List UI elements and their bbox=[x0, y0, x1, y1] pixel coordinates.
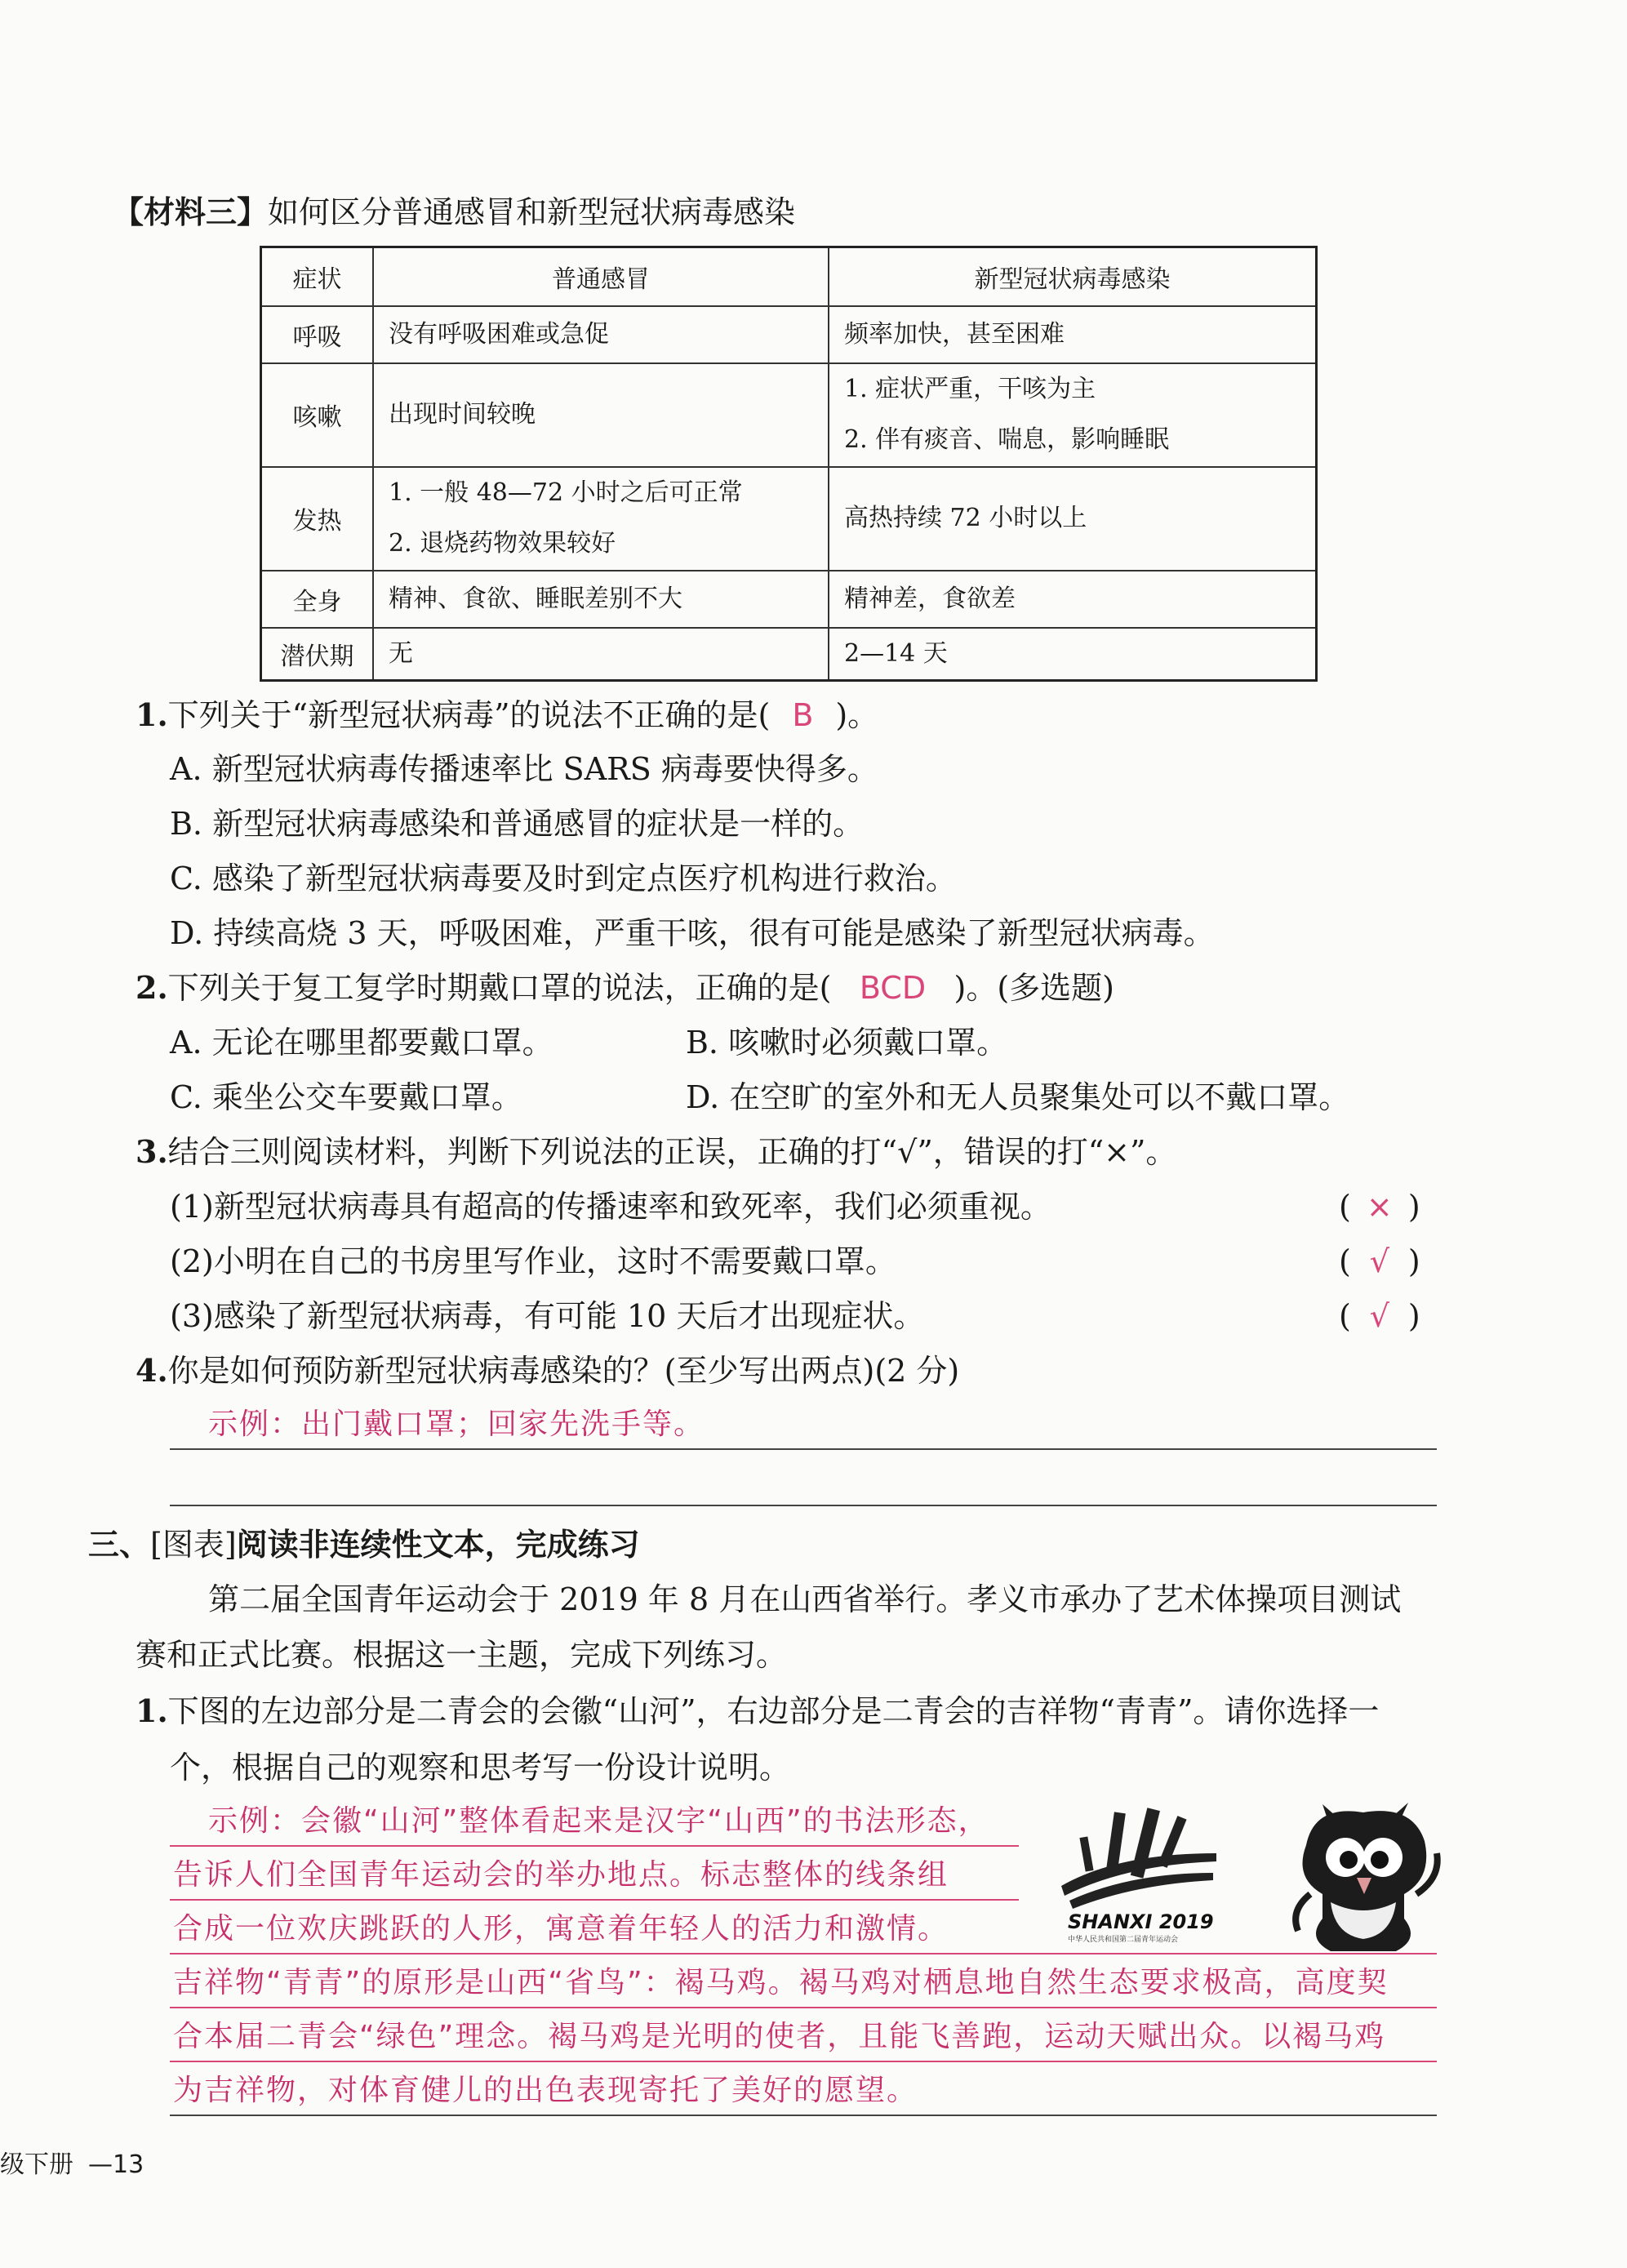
question-stem: 下列关于“新型冠状病毒”的说法不正确的是( bbox=[167, 697, 771, 733]
table-cell-cold: 没有呼吸困难或急促 bbox=[373, 306, 829, 363]
section-3-heading bbox=[88, 1525, 640, 1564]
table-header-cell: 普通感冒 bbox=[373, 247, 829, 306]
mascot-bird-icon bbox=[1282, 1796, 1445, 1959]
material-heading bbox=[113, 193, 795, 232]
answer-line-text: 吉祥物“青青”的原形是山西“省鸟”：褐马鸡。褐马鸡对栖息地自然生态要求极高，高度契 bbox=[173, 1966, 1389, 1999]
option-b: B. 咳嗽时必须戴口罩。 bbox=[686, 1025, 1008, 1061]
answer-q4: 示例：出门戴口罩；回家先洗手等。 bbox=[208, 1407, 705, 1441]
option-a: A. 无论在哪里都要戴口罩。 bbox=[170, 1025, 553, 1061]
answer-underline bbox=[170, 2007, 1437, 2008]
section3-question-1 bbox=[136, 1692, 1379, 1731]
table-row bbox=[261, 628, 1317, 681]
table-cell-cold: 精神、食欲、睡眠差别不大 bbox=[373, 571, 829, 628]
table-cell-covid: 精神差，食欲差 bbox=[829, 571, 1317, 628]
option-d: D. 在空旷的室外和无人员聚集处可以不戴口罩。 bbox=[686, 1079, 1350, 1115]
question-number: 3. bbox=[136, 1133, 168, 1170]
shanhe-emblem-icon bbox=[1053, 1804, 1225, 1910]
table-cell-cold: 出现时间较晚 bbox=[373, 363, 829, 467]
answer-q1: B bbox=[792, 697, 814, 733]
answer-line-text: 合成一位欢庆跳跃的人形，寓意着年轻人的活力和激情。 bbox=[173, 1912, 949, 1946]
option-a: A. 新型冠状病毒传播速率比 SARS 病毒要快得多。 bbox=[170, 751, 878, 787]
question-3 bbox=[136, 1132, 1176, 1172]
answer-line bbox=[170, 1505, 1437, 1506]
section-title: 阅读非连续性文本，完成练习 bbox=[236, 1526, 640, 1563]
option-d: D. 持续高烧 3 天，呼吸困难，严重干咳，很有可能是感染了新型冠状病毒。 bbox=[170, 915, 1215, 951]
question-stem: 下图的左边部分是二青会的会徽“山河”，右边部分是二青会的吉祥物“青青”。请你选择一 bbox=[167, 1693, 1380, 1729]
question-stem: 你是如何预防新型冠状病毒感染的？(至少写出两点)(2 分) bbox=[167, 1353, 960, 1389]
answer-line-text: 告诉人们全国青年运动会的举办地点。标志整体的线条组 bbox=[173, 1858, 949, 1892]
answer-q2: BCD bbox=[859, 970, 927, 1006]
judge-paren: ( √ ) bbox=[1339, 1298, 1420, 1334]
question-number: 4. bbox=[136, 1352, 168, 1389]
question-1 bbox=[136, 696, 878, 735]
intro-line: 第二届全国青年运动会于 2019 年 8 月在山西省举行。孝义市承办了艺术体操项目测试 bbox=[208, 1581, 1402, 1617]
symptom-table bbox=[260, 246, 1318, 682]
question-stem-cont: 个，根据自己的观察和思考写一份设计说明。 bbox=[170, 1750, 791, 1785]
qingqing-mascot bbox=[1282, 1796, 1445, 1959]
table-cell-covid: 1. 症状严重，干咳为主 2. 伴有痰音、喘息，影响睡眠 bbox=[829, 363, 1317, 467]
section-prefix: 三、 bbox=[88, 1526, 151, 1563]
table-cell-cold: 1. 一般 48—72 小时之后可正常 2. 退烧药物效果较好 bbox=[373, 467, 829, 571]
table-cell-cold: 无 bbox=[373, 628, 829, 681]
answer-line-text: 为吉祥物，对体育健儿的出色表现寄托了美好的愿望。 bbox=[173, 2074, 918, 2107]
question-stem: 结合三则阅读材料，判断下列说法的正误，正确的打“√”，错误的打“×”。 bbox=[167, 1134, 1177, 1170]
material-label: 【材料三】 bbox=[113, 193, 269, 230]
table-cell-covid: 频率加快，甚至困难 bbox=[829, 306, 1317, 363]
answer-underline bbox=[170, 1953, 1437, 1954]
answer-underline bbox=[170, 1845, 1019, 1847]
judge-paren: ( √ ) bbox=[1339, 1243, 1420, 1279]
answer-line bbox=[170, 2115, 1437, 2116]
judge-mark: × bbox=[1366, 1189, 1393, 1225]
table-cell-symptom: 潜伏期 bbox=[261, 628, 374, 681]
table-cell-symptom: 发热 bbox=[261, 467, 374, 571]
question-number: 1. bbox=[136, 1692, 168, 1729]
question-stem-end: )。 bbox=[835, 697, 879, 733]
judge-item: (2)小明在自己的书房里写作业，这时不需要戴口罩。 bbox=[170, 1243, 896, 1279]
answer-line-text: 示例：会徽“山河”整体看起来是汉字“山西”的书法形态， bbox=[208, 1804, 989, 1838]
material-title: 如何区分普通感冒和新型冠状病毒感染 bbox=[268, 194, 796, 230]
table-cell-covid: 2—14 天 bbox=[829, 628, 1317, 681]
answer-underline bbox=[170, 1899, 1019, 1901]
answer-line-text: 合本届二青会“绿色”理念。褐马鸡是光明的使者，且能飞善跑，运动天赋出众。以褐马鸡 bbox=[173, 2020, 1386, 2053]
answer-line bbox=[170, 1448, 1437, 1450]
table-row bbox=[261, 306, 1317, 363]
answer-underline bbox=[170, 2061, 1437, 2062]
judge-paren: ( × ) bbox=[1339, 1189, 1420, 1225]
shanxi-2019-logo bbox=[1053, 1804, 1225, 1943]
table-cell-symptom: 呼吸 bbox=[261, 306, 374, 363]
option-b: B. 新型冠状病毒感染和普通感冒的症状是一样的。 bbox=[170, 806, 865, 842]
table-cell-symptom: 咳嗽 bbox=[261, 363, 374, 467]
judge-item: (3)感染了新型冠状病毒，有可能 10 天后才出现症状。 bbox=[170, 1298, 925, 1334]
table-row bbox=[261, 571, 1317, 628]
question-number: 1. bbox=[136, 696, 168, 733]
table-row bbox=[261, 467, 1317, 571]
judge-mark: √ bbox=[1369, 1243, 1389, 1279]
option-c: C. 乘坐公交车要戴口罩。 bbox=[170, 1079, 522, 1115]
table-cell-symptom: 全身 bbox=[261, 571, 374, 628]
option-c: C. 感染了新型冠状病毒要及时到定点医疗机构进行救治。 bbox=[170, 861, 957, 896]
table-cell-covid: 高热持续 72 小时以上 bbox=[829, 467, 1317, 571]
page-number: —13 bbox=[88, 2150, 144, 2179]
table-header-cell: 新型冠状病毒感染 bbox=[829, 247, 1317, 306]
logo-text: SHANXI 2019 bbox=[1068, 1910, 1214, 1933]
judge-mark: √ bbox=[1369, 1298, 1389, 1334]
footer-book: 级下册 bbox=[0, 2150, 73, 2179]
logo-subtext: 中华人民共和国第二届青年运动会 bbox=[1068, 1936, 1179, 1944]
question-stem: 下列关于复工复学时期戴口罩的说法，正确的是( bbox=[167, 970, 832, 1006]
judge-item: (1)新型冠状病毒具有超高的传播速率和致死率，我们必须重视。 bbox=[170, 1189, 1051, 1225]
question-2 bbox=[136, 968, 1114, 1007]
intro-line: 赛和正式比赛。根据这一主题，完成下列练习。 bbox=[136, 1637, 788, 1673]
table-header-row bbox=[261, 247, 1317, 306]
question-4 bbox=[136, 1351, 959, 1390]
question-number: 2. bbox=[136, 969, 168, 1006]
table-header-cell: 症状 bbox=[261, 247, 374, 306]
table-row bbox=[261, 363, 1317, 467]
question-stem-end: )。(多选题) bbox=[954, 970, 1114, 1006]
section-tag: [图表] bbox=[150, 1527, 237, 1563]
